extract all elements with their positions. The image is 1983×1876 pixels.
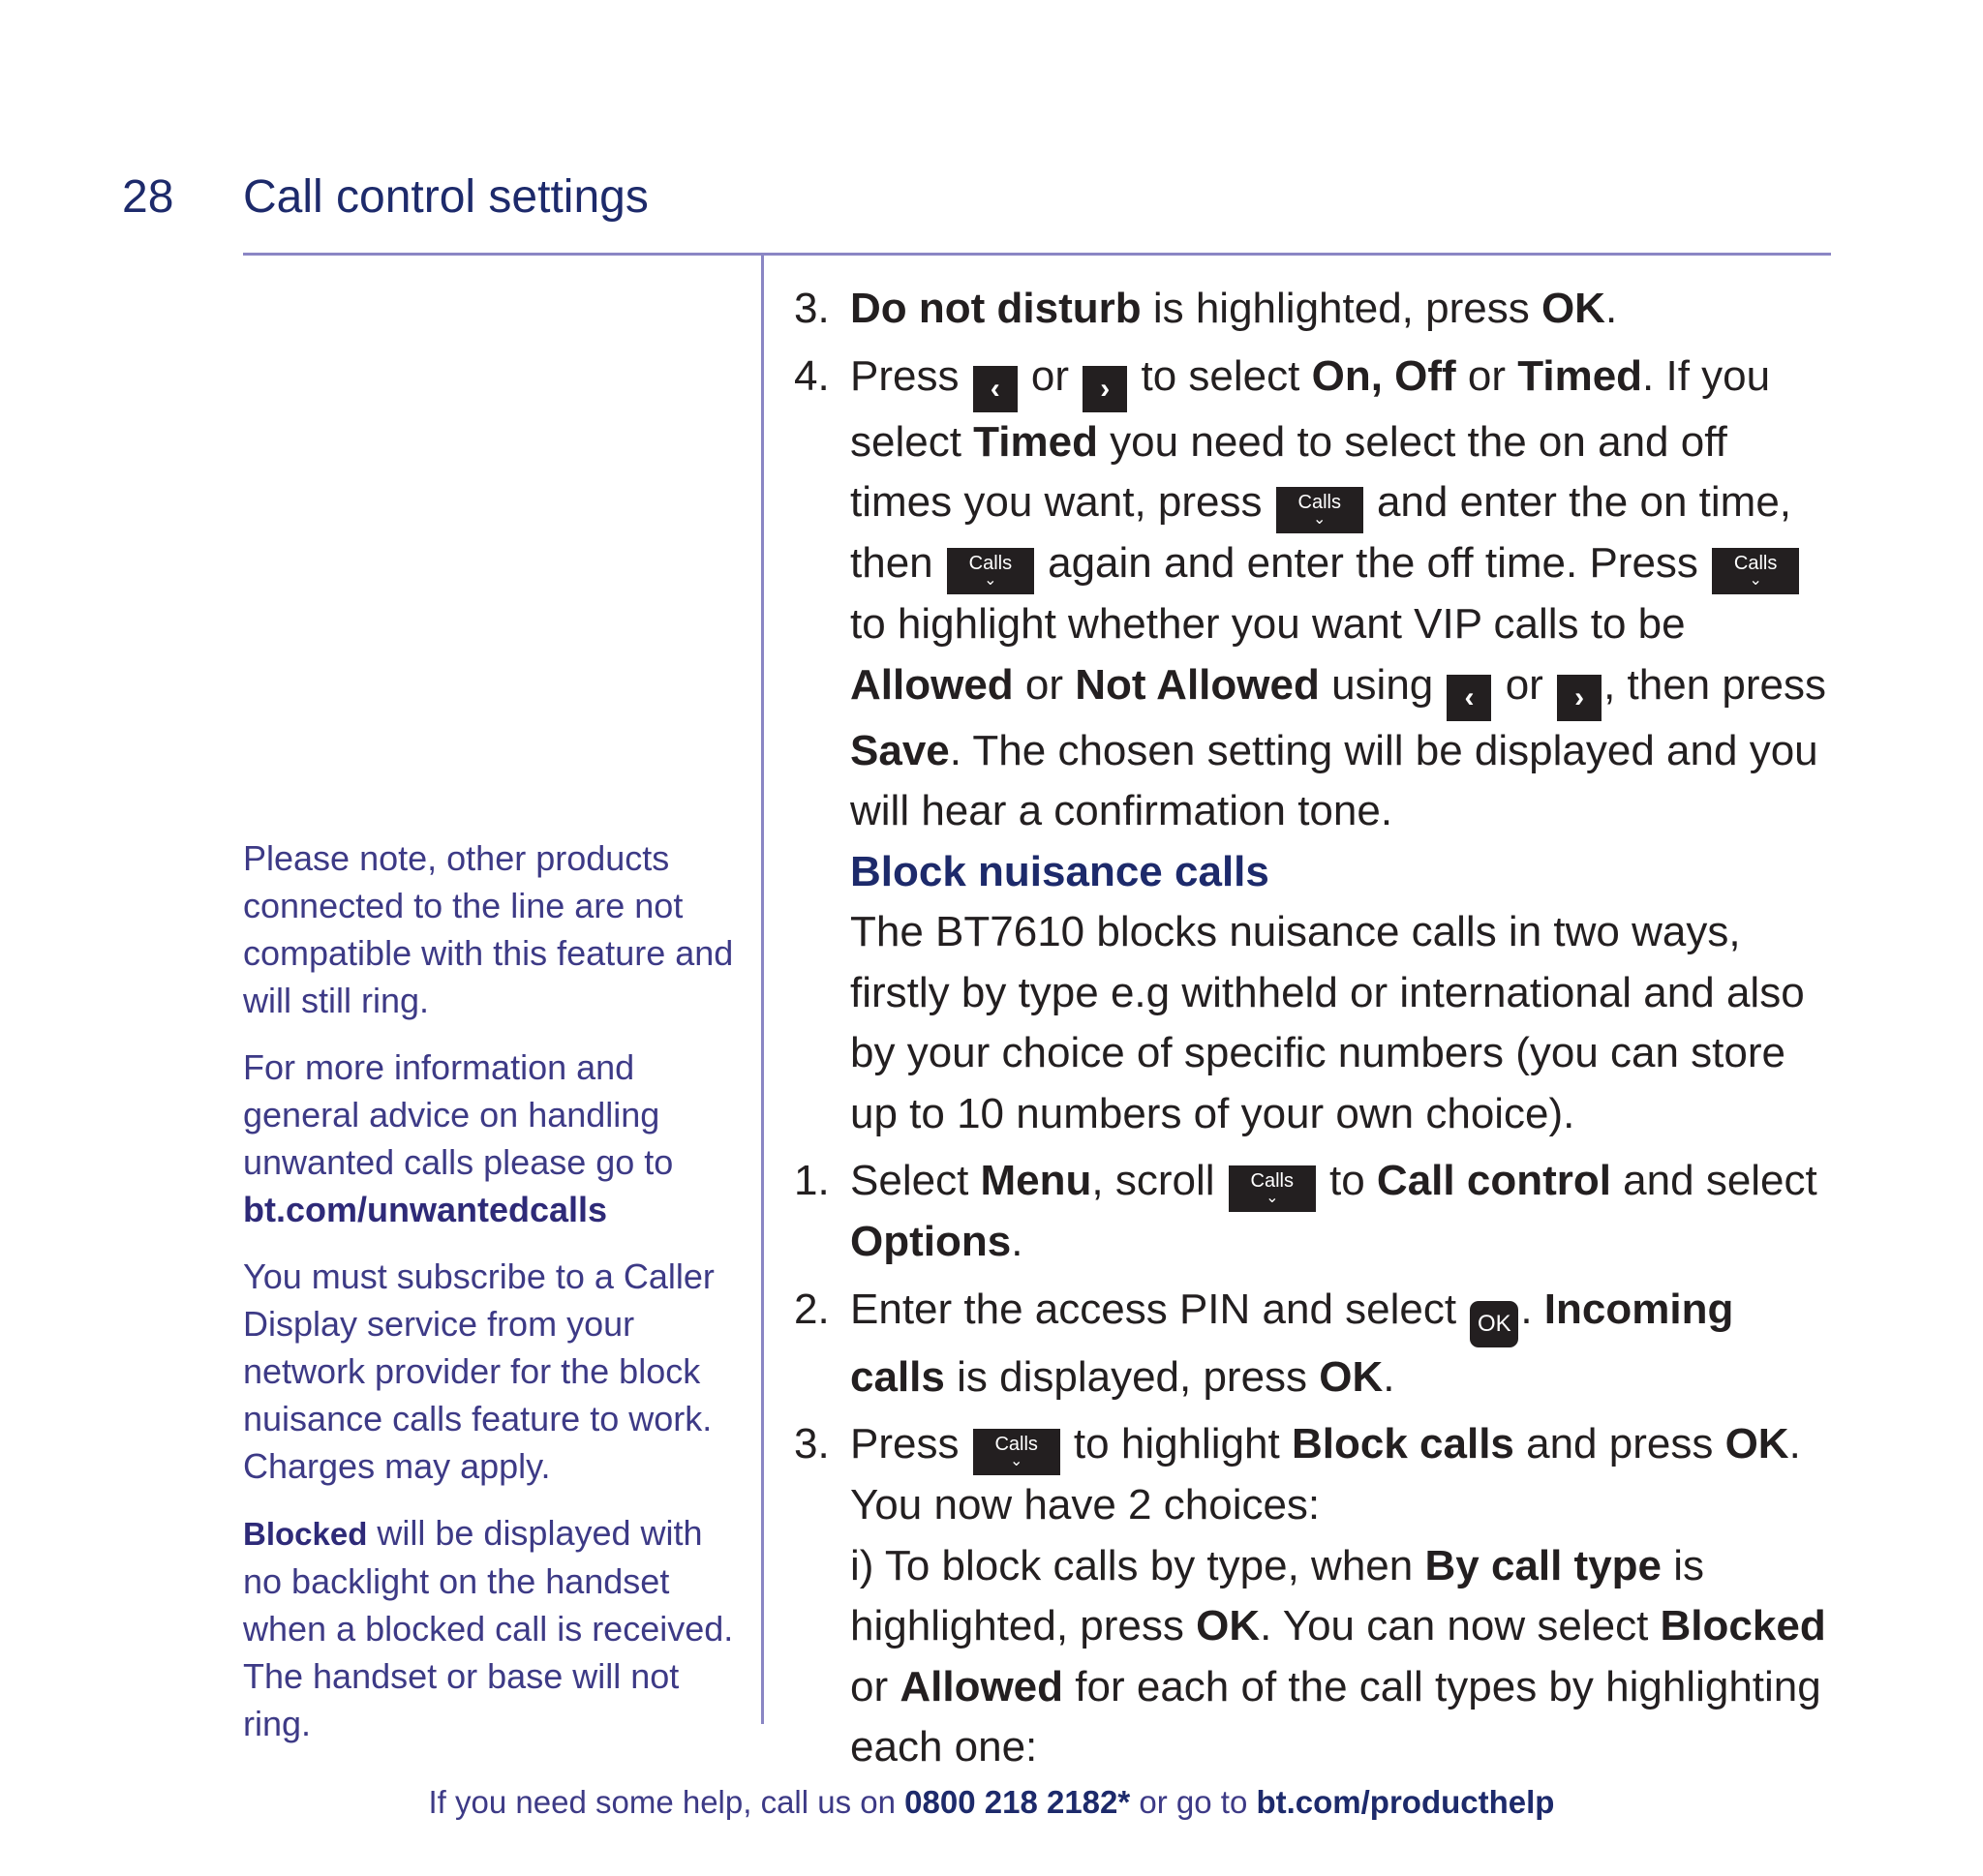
step-number: 1. bbox=[794, 1157, 830, 1204]
bold-term: Save bbox=[850, 726, 950, 774]
step-text: , then press bbox=[1603, 660, 1826, 709]
step-text: or bbox=[1493, 660, 1556, 709]
calls-key-icon bbox=[1276, 487, 1363, 533]
bold-term: OK bbox=[1196, 1602, 1261, 1649]
note-compatibility: Please note, other products connected to the line are not compatible with this feature and will still ring. bbox=[243, 838, 734, 1020]
step-text: or bbox=[850, 1662, 900, 1710]
step-number: 4. bbox=[794, 351, 830, 400]
step-text: Select bbox=[850, 1157, 981, 1204]
unwanted-calls-link[interactable]: bt.com/unwantedcalls bbox=[243, 1190, 608, 1229]
step-text: . bbox=[1011, 1218, 1023, 1265]
column-divider bbox=[761, 253, 764, 1724]
step-text: Press bbox=[850, 351, 971, 400]
step-text: to highlight whether you want VIP calls to be bbox=[850, 600, 1686, 648]
block-step-2 bbox=[794, 1280, 1835, 1408]
step-text: . bbox=[1520, 1285, 1544, 1333]
step-text: . bbox=[1604, 285, 1618, 332]
step-text: . You can now select bbox=[1260, 1602, 1661, 1649]
chevron-down-icon: ⌄ bbox=[1010, 1453, 1023, 1469]
calls-key-label: Calls bbox=[1733, 553, 1778, 574]
bold-term: Block calls bbox=[1291, 1420, 1514, 1468]
bold-term: Do not disturb bbox=[850, 285, 1142, 332]
right-arrow-key-icon: › bbox=[1557, 675, 1602, 721]
chevron-down-icon: ⌄ bbox=[1749, 572, 1762, 589]
calls-key-icon bbox=[973, 1429, 1060, 1475]
bold-term: OK bbox=[1319, 1352, 1384, 1401]
step-text: Press bbox=[850, 1420, 971, 1468]
header-rule bbox=[243, 253, 1831, 256]
step-text: . The chosen setting will be displayed and you will hear a confirmation tone. bbox=[850, 726, 1818, 834]
step-text: . bbox=[1788, 1420, 1801, 1468]
step-text: is highlighted, press bbox=[1141, 285, 1541, 332]
block-step-3 bbox=[794, 1414, 1835, 1778]
bold-term: Incoming calls bbox=[850, 1285, 1734, 1401]
footer-help bbox=[0, 1784, 1983, 1821]
bold-term: Call control bbox=[1376, 1157, 1611, 1204]
step-3-dnd bbox=[794, 279, 1835, 340]
right-arrow-key-icon: › bbox=[1083, 366, 1127, 412]
help-phone-number: 0800 218 2182* bbox=[904, 1784, 1131, 1820]
step-text: or bbox=[1455, 351, 1518, 400]
calls-key-icon bbox=[1229, 1165, 1316, 1212]
step-text: i) To block calls by type, when bbox=[850, 1541, 1425, 1589]
step-text: to bbox=[1317, 1157, 1377, 1204]
step-text: for each of the call types by highlighting each one: bbox=[850, 1662, 1821, 1770]
chevron-down-icon: ⌄ bbox=[1313, 511, 1327, 528]
calls-key-label: Calls bbox=[994, 1434, 1038, 1455]
calls-key-label: Calls bbox=[1250, 1170, 1294, 1192]
product-help-link[interactable]: bt.com/producthelp bbox=[1256, 1784, 1555, 1820]
step-text: and select bbox=[1610, 1157, 1817, 1204]
note-blocked-text: will be displayed with no backlight on the handset when a blocked call is received. The handset or base will not ring. bbox=[243, 1513, 734, 1743]
bold-term: Timed bbox=[973, 417, 1098, 466]
footer-text: or go to bbox=[1130, 1784, 1257, 1820]
page-number: 28 bbox=[122, 171, 174, 223]
section-intro: The BT7610 blocks nuisance calls in two ways, firstly by type e.g withheld or international and also by your choice of specific numbers (you can store up to 10 numbers of your own choice). bbox=[850, 908, 1805, 1137]
step-text: or bbox=[1013, 660, 1076, 709]
step-4-dnd bbox=[794, 347, 1835, 842]
step-text: is displayed, press bbox=[944, 1352, 1320, 1401]
step-number: 2. bbox=[794, 1285, 830, 1333]
note-more-info bbox=[243, 1044, 747, 1233]
page-title: Call control settings bbox=[243, 171, 649, 223]
step-text: again and enter the off time. Press bbox=[1035, 539, 1711, 587]
bold-term: Menu bbox=[980, 1157, 1092, 1204]
step-text: and enter the on time, then bbox=[850, 478, 1792, 587]
bold-term: Blocked bbox=[1660, 1602, 1826, 1649]
section-heading: Block nuisance calls bbox=[850, 847, 1269, 895]
ok-key-icon: OK bbox=[1470, 1301, 1518, 1347]
step-text: is highlighted, press bbox=[850, 1541, 1705, 1649]
left-arrow-key-icon: ‹ bbox=[973, 366, 1018, 412]
step-text: using bbox=[1319, 660, 1446, 709]
step-text: and press bbox=[1513, 1420, 1725, 1468]
step-text: to select bbox=[1129, 351, 1312, 400]
step-text: You now have 2 choices: bbox=[850, 1481, 1321, 1528]
bold-term: Timed bbox=[1517, 351, 1643, 400]
step-text: you need to select the on and off times you want, press bbox=[850, 417, 1727, 526]
calls-key-icon bbox=[947, 548, 1034, 594]
calls-key-label: Calls bbox=[968, 553, 1013, 574]
step-number: 3. bbox=[794, 285, 830, 332]
step-text: to highlight bbox=[1061, 1420, 1292, 1468]
calls-key-label: Calls bbox=[1297, 492, 1341, 513]
note-blocked-bold: Blocked bbox=[243, 1516, 368, 1552]
step-text: or bbox=[1019, 351, 1082, 400]
bold-term: Allowed bbox=[900, 1662, 1064, 1710]
bold-term: By call type bbox=[1424, 1541, 1663, 1589]
note-caller-display: You must subscribe to a Caller Display service from your network provider for the block nuisance calls feature to work. Charges may apply. bbox=[243, 1256, 715, 1486]
bold-term: Options bbox=[850, 1218, 1012, 1265]
chevron-down-icon: ⌄ bbox=[1266, 1190, 1279, 1206]
bold-term: On, Off bbox=[1311, 351, 1456, 400]
calls-key-icon bbox=[1712, 548, 1799, 594]
block-step-1 bbox=[794, 1151, 1835, 1273]
main-column bbox=[794, 279, 1835, 1778]
step-text: Enter the access PIN and select bbox=[850, 1285, 1469, 1333]
note-blocked bbox=[243, 1509, 747, 1747]
bold-term: Allowed bbox=[850, 660, 1014, 709]
left-arrow-key-icon: ‹ bbox=[1447, 675, 1491, 721]
step-text: . bbox=[1383, 1352, 1395, 1401]
chevron-down-icon: ⌄ bbox=[984, 572, 997, 589]
step-number: 3. bbox=[794, 1420, 830, 1468]
footer-text: If you need some help, call us on bbox=[428, 1784, 905, 1820]
side-notes bbox=[243, 834, 747, 1767]
bold-term: OK bbox=[1541, 285, 1605, 332]
step-text: , scroll bbox=[1091, 1157, 1227, 1204]
bold-term: Not Allowed bbox=[1075, 660, 1320, 709]
step-text: . If you select bbox=[850, 351, 1771, 466]
note-more-info-text: For more information and general advice on handling unwanted calls please go to bbox=[243, 1047, 674, 1182]
bold-term: OK bbox=[1724, 1420, 1789, 1468]
